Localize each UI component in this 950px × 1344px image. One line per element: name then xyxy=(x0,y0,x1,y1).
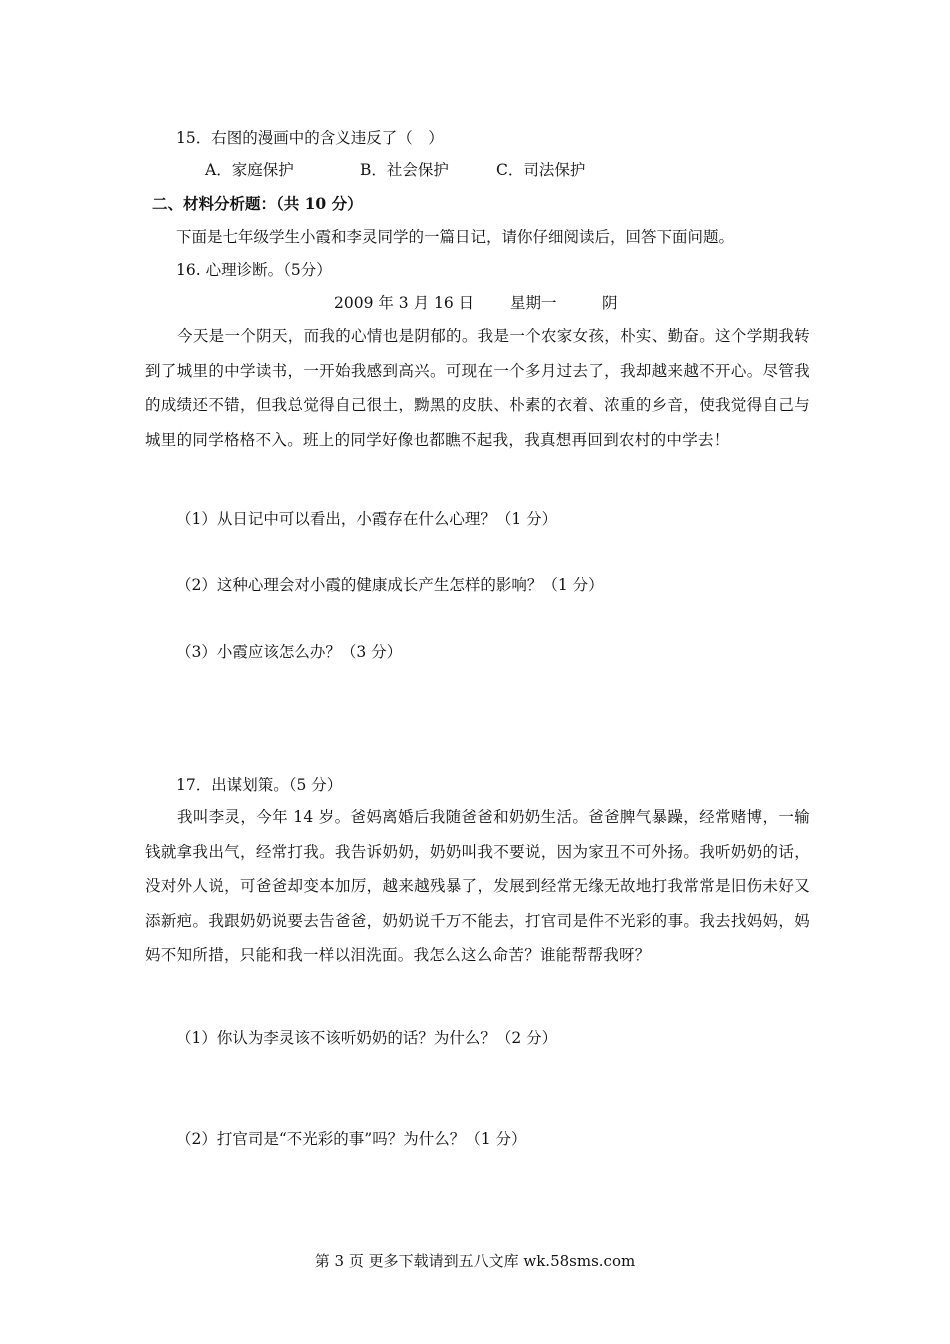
page-footer: 第 3 页 更多下载请到五八文库 wk.58sms.com xyxy=(314,1252,636,1270)
q16-sub3: （3）小霞应该怎么办？（3 分） xyxy=(176,643,403,661)
q15-option-c: C．司法保护 xyxy=(496,161,586,179)
q17-sub2: （2）打官司是“不光彩的事”吗？为什么？（1 分） xyxy=(176,1130,527,1148)
q17-passage: 我叫李灵，今年 14 岁。爸妈离婚后我随爸爸和奶奶生活。爸爸脾气暴躁，经常赌博，一输钱就拿我出气，经常打我。我告诉奶奶，奶奶叫我不要说，因为家丑不可外扬。我听奶奶的话，没对外人说，可爸爸却变本加厉，越来越残暴了，发展到经常无缘无故地打我常常是旧伤未好又添新疤。我跟奶奶说要去告爸爸，奶奶说千万不能去，打官司是件不光彩的事。我去找妈妈，妈妈不知所措，只能和我一样以泪洗面。我怎么这么命苦？谁能帮帮我呀？ xyxy=(145,808,810,964)
section2-intro: 下面是七年级学生小霞和李灵同学的一篇日记，请你仔细阅读后，回答下面问题。 xyxy=(176,228,735,246)
q15-option-a: A．家庭保护 xyxy=(205,161,294,179)
q16-sub1: （1）从日记中可以看出，小霞存在什么心理？（1 分） xyxy=(176,510,558,528)
q15-option-b: B．社会保护 xyxy=(360,161,449,179)
q15-stem: 15．右图的漫画中的含义违反了（ ） xyxy=(176,129,444,147)
q16-passage: 今天是一个阴天，而我的心情也是阴郁的。我是一个农家女孩，朴实、勤奋。这个学期我转到了城里的中学读书，一开始我感到高兴。可现在一个多月过去了，我却越来越不开心。尽管我的成绩还不错，但我总觉得自己很土，黝黑的皮肤、朴素的衣着、浓重的乡音，使我觉得自己与城里的同学格格不入。班上的同学好像也都瞧不起我，我真想再回到农村的中学去！ xyxy=(145,327,810,449)
q17-title: 17．出谋划策。（5 分） xyxy=(176,776,343,794)
q15-options xyxy=(0,160,950,180)
q17-sub1: （1）你认为李灵该不该听奶奶的话？为什么？（2 分） xyxy=(176,1029,558,1047)
q16-sub2: （2）这种心理会对小霞的健康成长产生怎样的影响？（1 分） xyxy=(176,576,604,594)
diary-date: 2009 年 3 月 16 日 xyxy=(334,294,475,312)
diary-weekday: 星期一 xyxy=(510,294,557,312)
diary-header xyxy=(0,293,950,313)
q16-title: 16. 心理诊断。（5分） xyxy=(176,261,332,279)
diary-weather: 阴 xyxy=(602,294,618,312)
section2-heading: 二、材料分析题：（共 10 分） xyxy=(152,194,363,213)
